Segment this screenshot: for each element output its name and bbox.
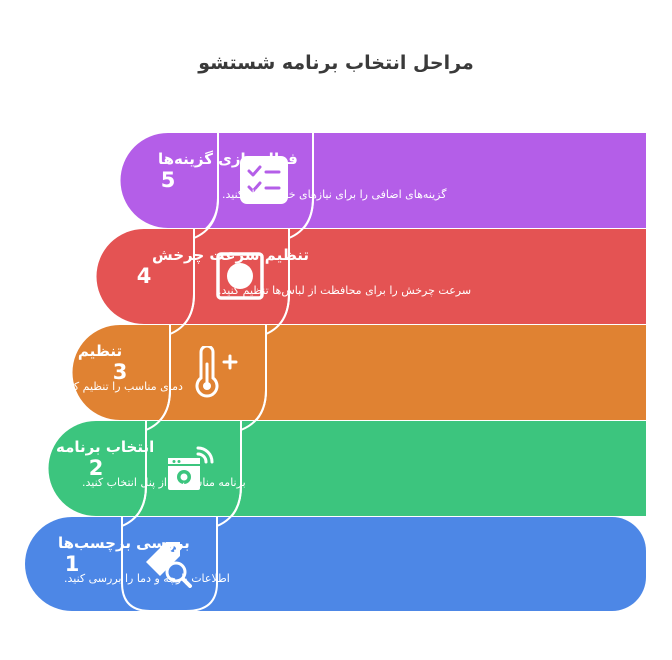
step-4-description: سرعت چرخش را برای محافظت از لباس‌ها تنظیم کنید. (218, 284, 472, 297)
step-1-description: اطلاعات پارچه و دما را بررسی کنید. (64, 572, 230, 585)
step-5-description: گزینه‌های اضافی را برای نیازهای خاص فعال کنید. (222, 188, 447, 201)
step-5-title: فعال‌سازی گزینه‌ها (158, 150, 298, 168)
step-3-description: دمای مناسب را تنظیم کنید. (58, 380, 183, 393)
step-5-number: 5 (160, 168, 176, 192)
step-4-number: 4 (136, 264, 152, 288)
step-1-title: بررسی برچسب‌ها (58, 534, 190, 552)
step-3-title: تنظیم دما (50, 342, 123, 360)
step-1-number: 1 (64, 552, 80, 576)
step-4-title: تنظیم سرعت چرخش (152, 246, 310, 264)
diagram-title: مراحل انتخاب برنامه شستشو (198, 52, 474, 74)
step-2-number: 2 (88, 456, 104, 480)
step-3-number: 3 (112, 360, 128, 384)
step-2-title: انتخاب برنامه (56, 438, 155, 456)
step-1-band (25, 517, 646, 611)
step-2-description: برنامه مناسب را از پنل انتخاب کنید. (82, 476, 246, 489)
